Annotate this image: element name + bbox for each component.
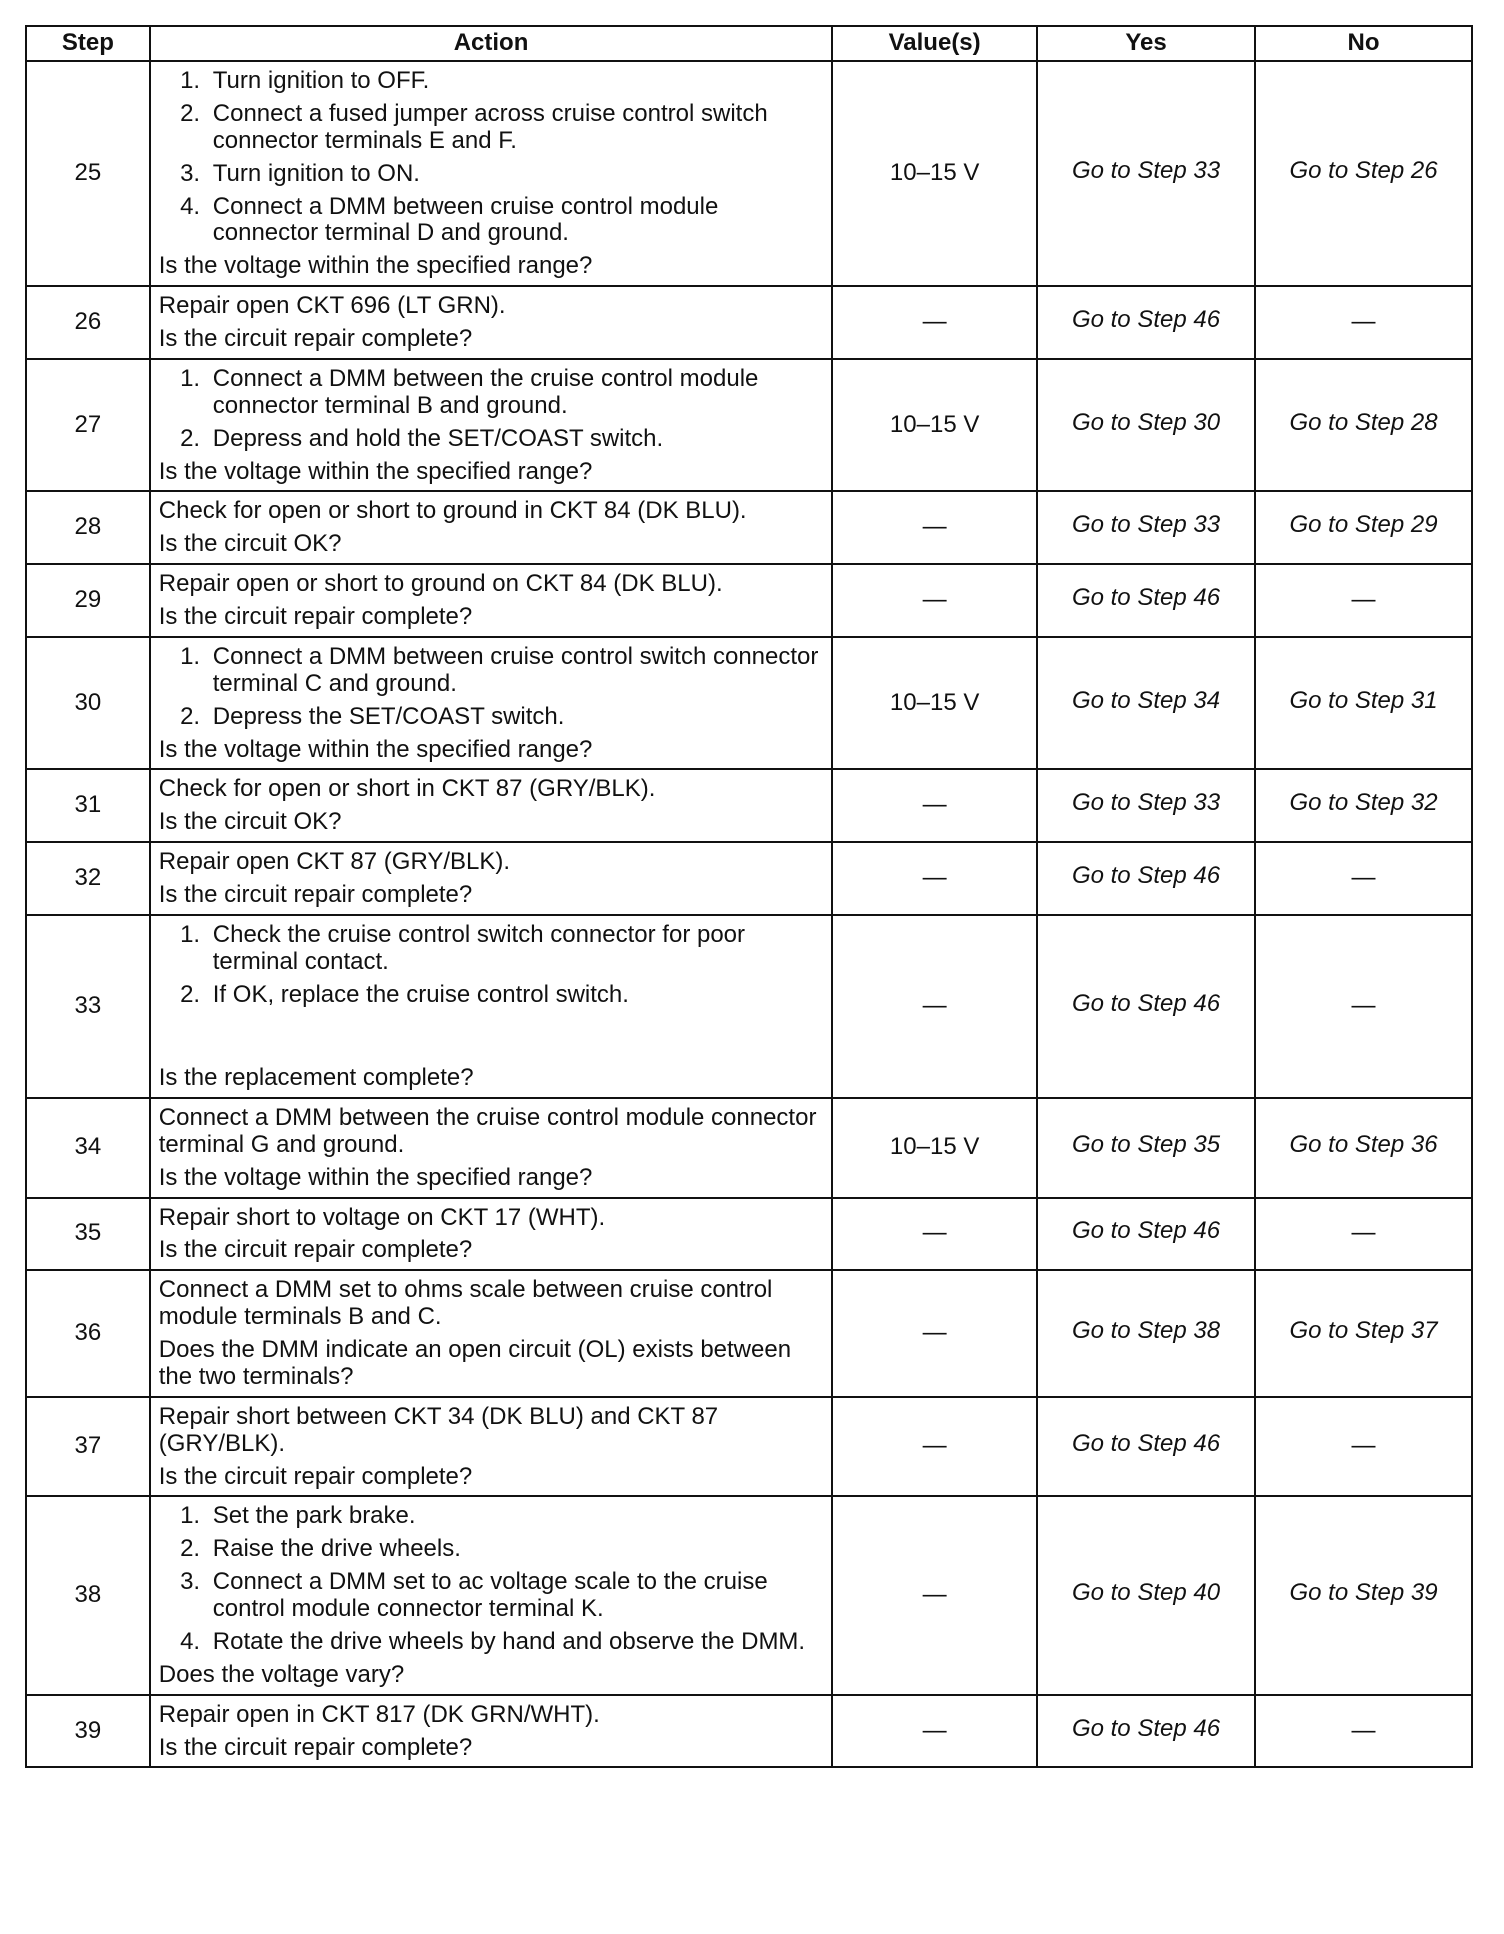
action-step-item: 2. Depress the SET/COAST switch. <box>207 704 824 731</box>
action-cell <box>150 1695 833 1768</box>
yes-cell <box>1037 1397 1255 1497</box>
action-cell <box>150 1098 833 1198</box>
yes-goto: Go to Step 33 <box>1071 511 1221 539</box>
header-values: Value(s) <box>832 26 1037 61</box>
no-cell <box>1255 1397 1472 1497</box>
action-question: Is the circuit OK? <box>158 808 342 836</box>
action-cell <box>150 1496 833 1694</box>
no-cell <box>1255 491 1472 564</box>
step-number: 35 <box>26 1198 150 1271</box>
table-row <box>26 842 1472 915</box>
action-question: Is the voltage within the specified range? <box>158 457 593 485</box>
action-step-item: 1. Set the park brake. <box>207 1503 824 1530</box>
action-steps-list <box>159 644 824 731</box>
table-row <box>26 769 1472 842</box>
yes-goto: Go to Step 35 <box>1071 1131 1221 1159</box>
no-goto: Go to Step 36 <box>1289 1131 1438 1159</box>
action-cell <box>150 286 833 359</box>
action-question: Is the circuit repair complete? <box>158 1733 473 1761</box>
action-cell <box>150 915 833 1098</box>
step-number: 38 <box>26 1496 150 1694</box>
yes-cell <box>1037 286 1255 359</box>
action-question: Is the circuit OK? <box>158 530 342 558</box>
yes-goto: Go to Step 46 <box>1071 989 1221 1017</box>
yes-cell <box>1037 637 1255 770</box>
action-step-item: 1. Turn ignition to OFF. <box>207 68 824 95</box>
action-step-item: 3. Turn ignition to ON. <box>207 161 824 188</box>
table-row <box>26 1198 1472 1271</box>
action-question: Is the circuit repair complete? <box>158 325 473 352</box>
table-row <box>26 1695 1472 1768</box>
step-number: 28 <box>26 491 150 564</box>
yes-goto: Go to Step 46 <box>1071 306 1221 334</box>
yes-goto: Go to Step 33 <box>1071 157 1221 185</box>
no-goto: — <box>1351 864 1376 892</box>
no-cell <box>1255 1695 1472 1768</box>
action-text: Check for open or short to ground in CKT 84 (DK BLU). <box>158 497 747 525</box>
action-question: Does the voltage vary? <box>158 1660 405 1688</box>
value-cell: — <box>832 1198 1037 1271</box>
action-question: Is the circuit repair complete? <box>158 603 473 630</box>
action-cell <box>150 1270 833 1397</box>
step-number: 31 <box>26 769 150 842</box>
action-step-item: 1. Connect a DMM between the cruise control module connector terminal B and ground. <box>207 366 824 420</box>
action-text: Repair open CKT 696 (LT GRN). <box>158 292 506 320</box>
action-question: Is the replacement complete? <box>158 1064 474 1091</box>
yes-goto: Go to Step 46 <box>1071 1217 1221 1245</box>
value-cell: — <box>832 1270 1037 1397</box>
value-cell: — <box>832 1496 1037 1694</box>
yes-cell <box>1037 1098 1255 1198</box>
step-number: 26 <box>26 286 150 359</box>
action-question: Is the circuit repair complete? <box>158 881 473 908</box>
yes-cell <box>1037 1695 1255 1768</box>
value-cell: — <box>832 769 1037 842</box>
value-cell: — <box>832 842 1037 915</box>
no-goto: Go to Step 28 <box>1289 408 1438 436</box>
action-text: Repair short between CKT 34 (DK BLU) and CKT 87 (GRY/BLK). <box>158 1402 719 1457</box>
action-cell <box>150 359 833 492</box>
no-cell <box>1255 842 1472 915</box>
action-text: Connect a DMM between the cruise control module connector terminal G and ground. <box>158 1103 817 1158</box>
action-text: Repair open in CKT 817 (DK GRN/WHT). <box>158 1700 600 1728</box>
diagnostic-table <box>25 25 1473 1768</box>
table-row <box>26 359 1472 492</box>
yes-cell <box>1037 1496 1255 1694</box>
no-cell <box>1255 286 1472 359</box>
table-row <box>26 1270 1472 1397</box>
table-row <box>26 637 1472 770</box>
yes-goto: Go to Step 34 <box>1071 686 1221 714</box>
yes-goto: Go to Step 46 <box>1071 862 1221 890</box>
value-cell: — <box>832 491 1037 564</box>
action-steps-list <box>159 366 824 453</box>
no-cell <box>1255 1496 1472 1694</box>
action-cell <box>150 1397 833 1497</box>
no-goto: — <box>1351 586 1376 614</box>
value-cell: — <box>832 286 1037 359</box>
no-goto: Go to Step 37 <box>1289 1317 1438 1345</box>
yes-cell <box>1037 1270 1255 1397</box>
table-row <box>26 1098 1472 1198</box>
table-row <box>26 1496 1472 1694</box>
value-cell: 10–15 V <box>832 1098 1037 1198</box>
action-steps-list <box>159 922 824 1009</box>
table-row <box>26 491 1472 564</box>
value-cell: — <box>832 564 1037 637</box>
action-step-item: 2. If OK, replace the cruise control switch. <box>207 982 824 1009</box>
yes-goto: Go to Step 33 <box>1071 789 1221 817</box>
no-cell <box>1255 1270 1472 1397</box>
action-step-item: 4. Rotate the drive wheels by hand and observe the DMM. <box>207 1629 824 1656</box>
action-cell <box>150 842 833 915</box>
no-goto: — <box>1351 308 1376 336</box>
action-cell <box>150 769 833 842</box>
action-cell <box>150 564 833 637</box>
yes-goto: Go to Step 46 <box>1071 584 1221 612</box>
no-goto: Go to Step 39 <box>1289 1579 1438 1607</box>
yes-goto: Go to Step 30 <box>1071 408 1221 436</box>
action-question: Is the circuit repair complete? <box>158 1462 473 1490</box>
step-number: 32 <box>26 842 150 915</box>
header-action: Action <box>150 26 833 61</box>
no-cell <box>1255 564 1472 637</box>
step-number: 29 <box>26 564 150 637</box>
table-row <box>26 564 1472 637</box>
yes-cell <box>1037 915 1255 1098</box>
table-row <box>26 915 1472 1098</box>
yes-cell <box>1037 842 1255 915</box>
value-cell: 10–15 V <box>832 359 1037 492</box>
no-goto: Go to Step 26 <box>1289 157 1438 185</box>
no-cell <box>1255 637 1472 770</box>
header-step: Step <box>26 26 150 61</box>
yes-goto: Go to Step 38 <box>1071 1317 1221 1345</box>
step-number: 25 <box>26 61 150 286</box>
step-number: 30 <box>26 637 150 770</box>
action-step-item: 1. Check the cruise control switch connector for poor terminal contact. <box>207 922 824 976</box>
step-number: 34 <box>26 1098 150 1198</box>
yes-goto: Go to Step 46 <box>1071 1430 1221 1458</box>
header-no: No <box>1255 26 1472 61</box>
yes-cell <box>1037 564 1255 637</box>
action-cell <box>150 1198 833 1271</box>
action-step-item: 2. Connect a fused jumper across cruise control switch connector terminals E and F. <box>207 101 824 155</box>
action-question: Does the DMM indicate an open circuit (OL) exists between the two terminals? <box>158 1336 792 1390</box>
action-text: Check for open or short in CKT 87 (GRY/BLK). <box>158 775 656 803</box>
no-goto: — <box>1351 1716 1376 1744</box>
value-cell: 10–15 V <box>832 637 1037 770</box>
action-cell <box>150 61 833 286</box>
no-cell <box>1255 61 1472 286</box>
yes-cell <box>1037 1198 1255 1271</box>
step-number: 36 <box>26 1270 150 1397</box>
yes-goto: Go to Step 40 <box>1071 1579 1221 1607</box>
step-number: 39 <box>26 1695 150 1768</box>
action-text: Repair open or short to ground on CKT 84 (DK BLU). <box>158 570 723 598</box>
action-cell <box>150 491 833 564</box>
table-row <box>26 286 1472 359</box>
action-steps-list <box>159 68 824 247</box>
action-text: Repair open CKT 87 (GRY/BLK). <box>158 848 511 876</box>
no-goto: — <box>1351 1432 1376 1460</box>
value-cell: 10–15 V <box>832 61 1037 286</box>
header-yes: Yes <box>1037 26 1255 61</box>
action-steps-list <box>159 1503 824 1655</box>
action-step-item: 1. Connect a DMM between cruise control switch connector terminal C and ground. <box>207 644 824 698</box>
step-number: 33 <box>26 915 150 1098</box>
step-number: 27 <box>26 359 150 492</box>
yes-goto: Go to Step 46 <box>1071 1714 1221 1742</box>
no-goto: Go to Step 31 <box>1289 686 1438 714</box>
yes-cell <box>1037 61 1255 286</box>
no-cell <box>1255 915 1472 1098</box>
value-cell: — <box>832 1695 1037 1768</box>
yes-cell <box>1037 359 1255 492</box>
no-cell <box>1255 769 1472 842</box>
no-goto: — <box>1351 1219 1376 1247</box>
value-cell: — <box>832 1397 1037 1497</box>
action-step-item: 3. Connect a DMM set to ac voltage scale to the cruise control module connector terminal K. <box>207 1569 824 1623</box>
table-row <box>26 61 1472 286</box>
action-step-item: 2. Depress and hold the SET/COAST switch. <box>207 426 824 453</box>
no-cell <box>1255 359 1472 492</box>
value-cell: — <box>832 915 1037 1098</box>
step-number: 37 <box>26 1397 150 1497</box>
no-goto: Go to Step 32 <box>1289 789 1438 817</box>
yes-cell <box>1037 491 1255 564</box>
action-step-item: 2. Raise the drive wheels. <box>207 1536 824 1563</box>
action-text: Connect a DMM set to ohms scale between cruise control module terminals B and C. <box>158 1276 773 1331</box>
action-question: Is the circuit repair complete? <box>158 1236 473 1264</box>
action-question: Is the voltage within the specified range? <box>158 252 593 280</box>
no-goto: Go to Step 29 <box>1289 511 1438 539</box>
action-text: Repair short to voltage on CKT 17 (WHT). <box>158 1203 606 1231</box>
no-cell <box>1255 1198 1472 1271</box>
yes-cell <box>1037 769 1255 842</box>
action-question: Is the voltage within the specified range? <box>158 735 593 763</box>
table-row <box>26 1397 1472 1497</box>
no-goto: — <box>1351 991 1376 1019</box>
header-row <box>26 26 1472 61</box>
no-cell <box>1255 1098 1472 1198</box>
action-question: Is the voltage within the specified range? <box>158 1163 593 1191</box>
action-cell <box>150 637 833 770</box>
action-step-item: 4. Connect a DMM between cruise control module connector terminal D and ground. <box>207 194 824 248</box>
